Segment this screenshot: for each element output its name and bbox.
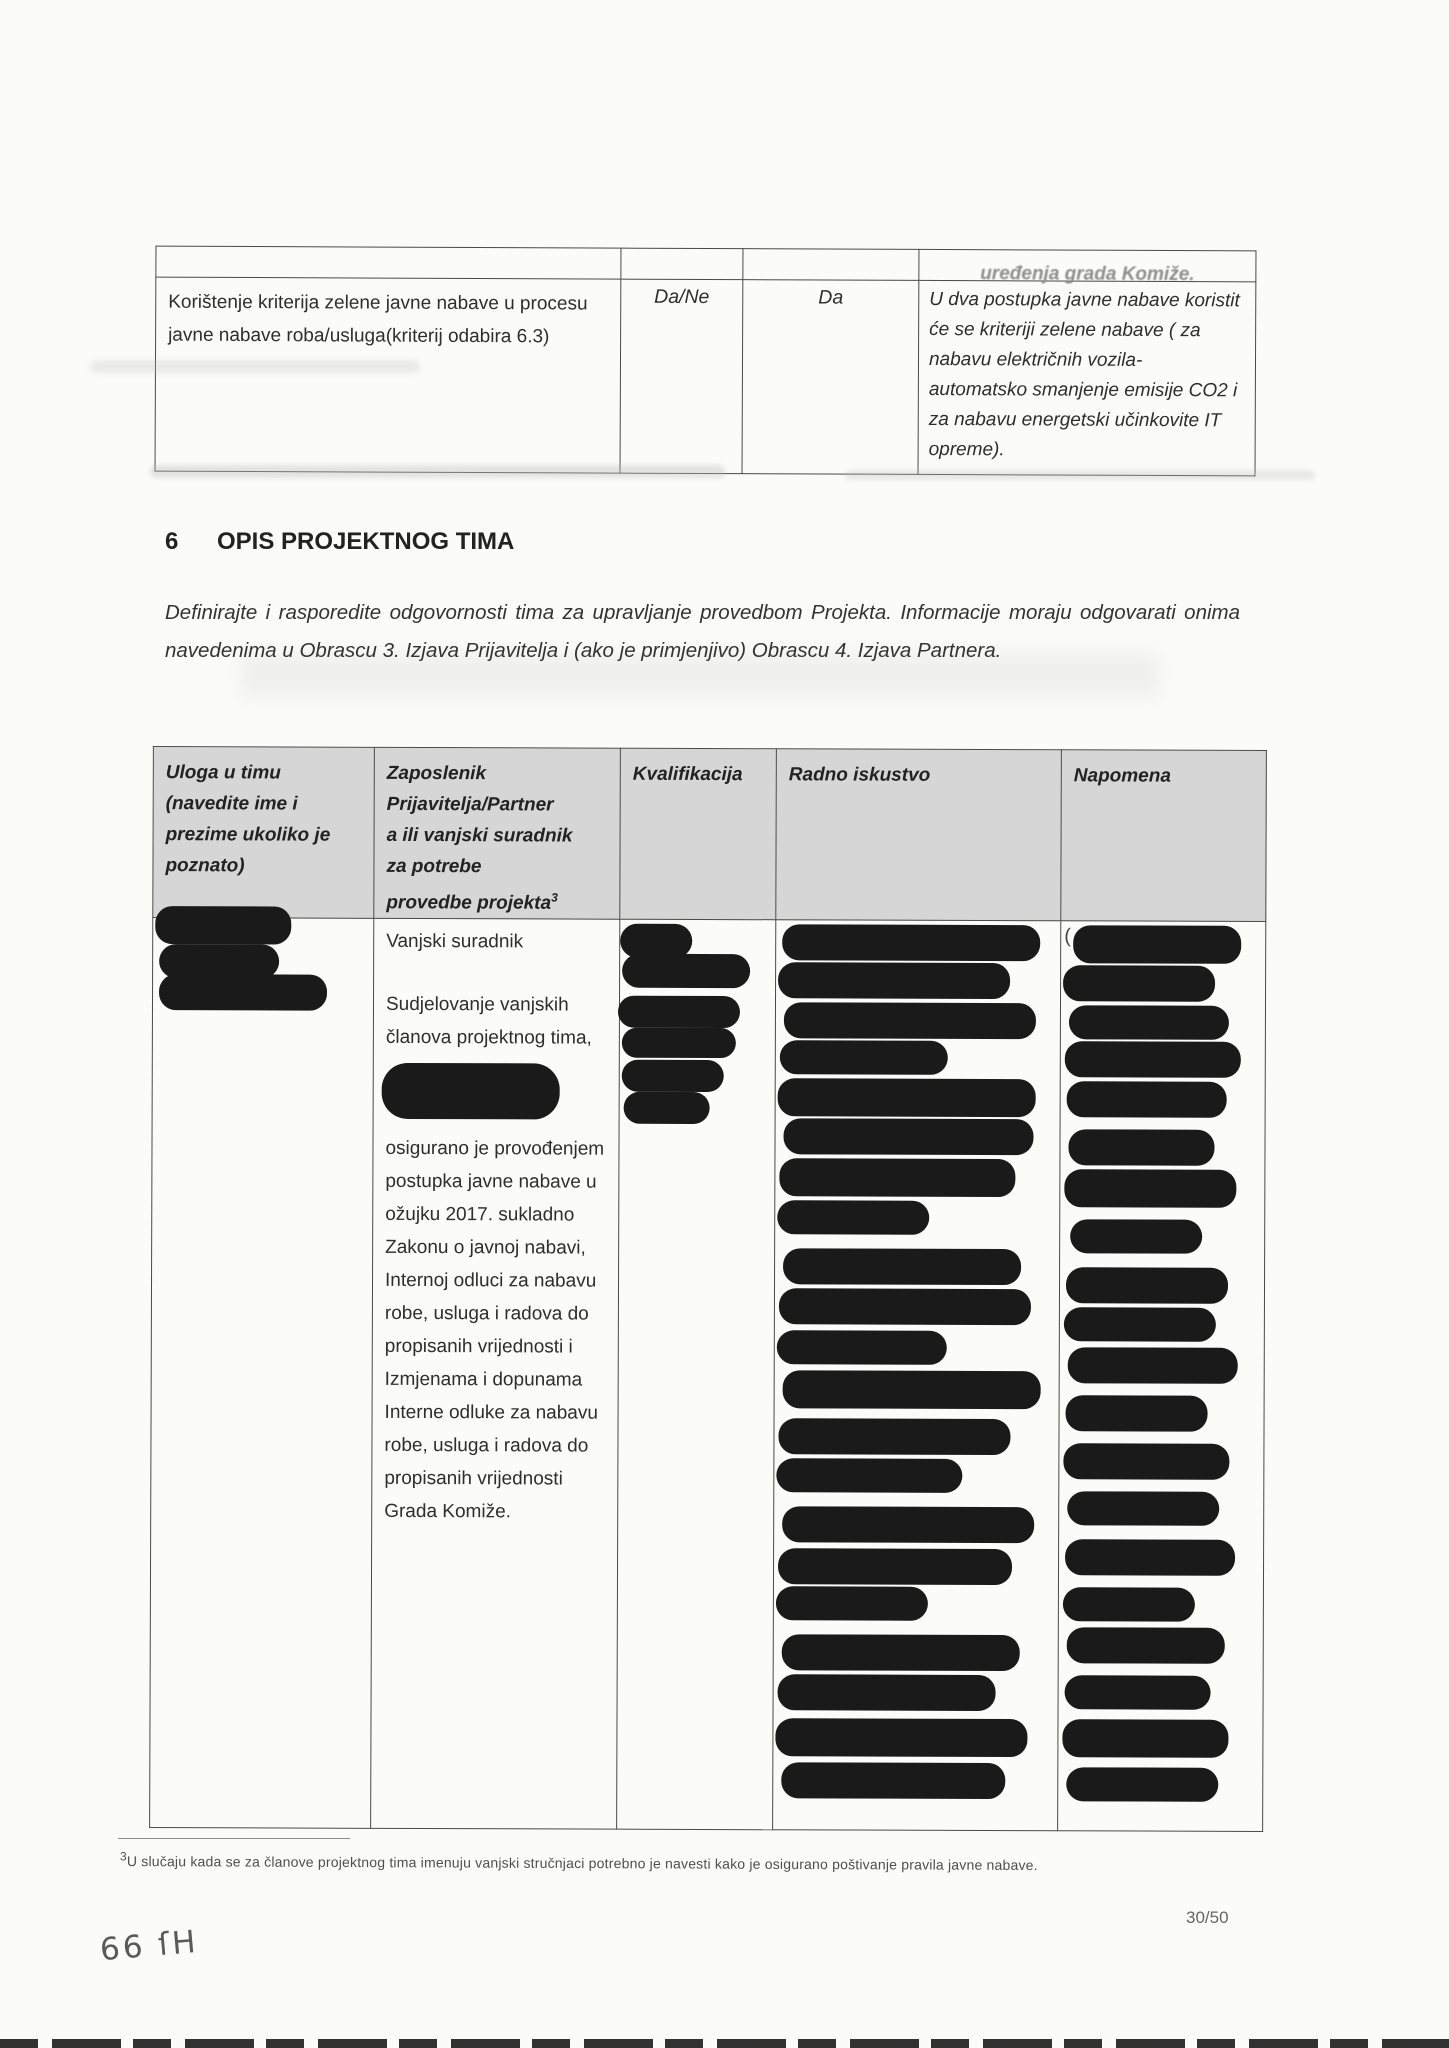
redaction-mark: [778, 1549, 1012, 1586]
redaction-mark: [624, 1092, 710, 1124]
empty-cell: [621, 248, 743, 280]
table-header-strip: [156, 246, 1256, 282]
redaction-mark: [155, 906, 291, 944]
employee-type-text: Vanjski suradnik: [386, 931, 524, 953]
employee-cell: [371, 919, 620, 1830]
redaction-mark: [1073, 926, 1241, 965]
project-team-table: [149, 746, 1267, 1832]
footnote: [120, 1849, 1330, 1874]
handwritten-initials: 66 ſH: [98, 1923, 200, 1969]
redaction-mark: [1064, 1308, 1216, 1343]
redaction-mark: [1065, 1042, 1241, 1079]
header-line: a ili vanjski suradnik: [386, 824, 573, 847]
qualification-cell: [617, 920, 776, 1831]
redaction-mark: [782, 925, 1040, 962]
redaction-mark: [1068, 1348, 1238, 1385]
team-table-body-row: [150, 918, 1266, 1832]
header-line: Zaposlenik: [386, 762, 487, 785]
footnote-marker: 3: [119, 1849, 127, 1864]
redaction-mark: [784, 1003, 1036, 1040]
scan-smudge: [90, 360, 420, 373]
header-employee: [374, 747, 621, 919]
explanation-text: U dva postupka javne nabave koristit će se kriteriji zelene nabave ( za nabavu električnih vozila- automatsko smanjenje emisije CO2 i za nabavu energetski učinkovite IT opreme).: [928, 288, 1240, 461]
redaction-mark: [1066, 1396, 1208, 1432]
header-line: prezime ukoliko je: [165, 824, 331, 846]
experience-cell: [773, 920, 1061, 1831]
footnote-reference: 3: [551, 890, 558, 905]
redaction-mark: [782, 1507, 1034, 1544]
section-title: OPIS PROJEKTNOG TIMA: [217, 528, 515, 555]
redaction-mark: [1065, 1540, 1235, 1577]
answer-type-label: Da/Ne: [654, 285, 710, 309]
answer-type-cell: [620, 279, 743, 474]
redaction-mark: [775, 1719, 1027, 1758]
redaction-mark: [1063, 1588, 1195, 1622]
redaction-mark: [1066, 1768, 1218, 1803]
scan-smudge: [845, 470, 1315, 480]
scan-edge-artifact: [0, 2039, 1449, 2048]
redaction-mark: [622, 1028, 736, 1058]
redaction-mark: [783, 1249, 1021, 1286]
redaction-mark: [778, 963, 1010, 1000]
redaction-mark: [776, 1587, 928, 1622]
role-cell: [150, 918, 374, 1829]
redaction-mark: [1067, 1492, 1219, 1527]
employee-paragraph: Sudjelovanje vanjskih članova projektnog tima,: [385, 994, 592, 1049]
redaction-mark: [779, 1289, 1031, 1326]
redaction-mark: [618, 996, 740, 1028]
overflow-text: uređenja grada Komiže.: [980, 263, 1195, 286]
redaction-mark: [778, 1675, 996, 1712]
answer-value: Da: [818, 286, 844, 309]
redacted-role: [150, 918, 373, 1828]
redacted-note: [1058, 922, 1265, 1832]
redaction-mark: [777, 1331, 947, 1366]
redaction-mark: [779, 1159, 1015, 1198]
header-line-text: provedbe projekta: [386, 892, 552, 914]
redaction-mark: [1063, 1444, 1229, 1481]
note-cell: [1058, 921, 1266, 1832]
team-table-header-row: [153, 747, 1267, 922]
explanation-cell: [918, 280, 1256, 475]
redaction-mark: [622, 954, 750, 988]
section-instructions: Definirajte i rasporedite odgovornosti tima za upravljanje provedbom Projekta. Informacije moraju odgovarati onima navedenima u Obrascu 3. Izjava Prijavitelja i (ako je primjenjivo) Obrascu 4. Izjava Partnera.: [165, 601, 1240, 662]
header-line: Uloga u timu: [165, 762, 281, 784]
employee-paragraph: osigurano je provođenjem postupka javne nabave u ožujku 2017. sukladno Zakonu o javnoj nabavi, Internoj odluci za nabavu robe, usluga i radova do propisanih vrijednosti i Izmjenama i dopunama Interne odluke za nabavu robe, usluga i radova do propisanih vrijednosti Grada Komiže.: [384, 1138, 605, 1523]
header-experience: Radno iskustvo: [776, 749, 1062, 921]
page-number: 30/50: [1186, 1908, 1229, 1927]
redaction-mark: [782, 1635, 1020, 1672]
note-prefix: (: [1064, 925, 1071, 948]
redaction-mark: [1063, 966, 1215, 1003]
redaction-mark: [783, 1119, 1033, 1156]
empty-cell: [743, 249, 919, 281]
header-note: Napomena: [1061, 750, 1267, 922]
redaction-mark: [1066, 1268, 1228, 1305]
footnote-divider: [118, 1838, 350, 1839]
redacted-experience: [773, 921, 1060, 1831]
redaction-mark: [1068, 1130, 1214, 1167]
header-role: [153, 747, 375, 919]
redaction-mark: [1062, 1720, 1228, 1759]
header-line: za potrebe: [386, 855, 482, 878]
redaction-mark: [159, 974, 327, 1011]
redacted-qualification: [617, 920, 775, 1830]
redaction-mark: [1067, 1628, 1225, 1665]
redaction-mark: [1064, 1170, 1236, 1209]
criterion-cell: [155, 277, 621, 473]
table-row: [155, 277, 1256, 476]
redaction-mark: [778, 1419, 1010, 1456]
scan-smudge: [150, 465, 725, 478]
redaction-mark: [777, 1201, 929, 1236]
redaction-mark: [1069, 1006, 1229, 1041]
redaction-mark: [781, 1763, 1005, 1800]
header-line: [386, 882, 607, 919]
empty-cell: [156, 246, 621, 279]
header-line: poznato): [165, 855, 245, 877]
criterion-text: Korištenje kriterija zelene javne nabave u procesu javne nabave roba/usluga(kriterij odabira 6.3): [168, 291, 588, 348]
header-line: Prijavitelja/Partner: [386, 793, 554, 816]
redaction-mark: [778, 1079, 1036, 1118]
redaction-mark: [776, 1459, 962, 1494]
redaction-mark: [1070, 1220, 1202, 1254]
header-qualification: Kvalifikacija: [620, 748, 777, 920]
header-line: (navedite ime i: [165, 793, 298, 815]
section-heading: [165, 528, 514, 556]
redaction-mark: [620, 924, 692, 958]
redaction-mark: [382, 1063, 560, 1120]
section-number: 6: [165, 528, 179, 555]
redaction-mark: [780, 1041, 948, 1076]
redaction-mark: [622, 1060, 724, 1092]
redaction-mark: [1065, 1676, 1211, 1711]
answer-cell: [742, 280, 919, 475]
footnote-text: U slučaju kada se za članove projektnog tima imenuju vanjski stručnjaci potrebno je navesti kako je osigurano poštivanje pravila javne nabave.: [126, 1853, 1038, 1874]
redaction-mark: [783, 1371, 1041, 1410]
overflow-cell: [919, 249, 1256, 286]
redaction-mark: [1067, 1082, 1227, 1119]
